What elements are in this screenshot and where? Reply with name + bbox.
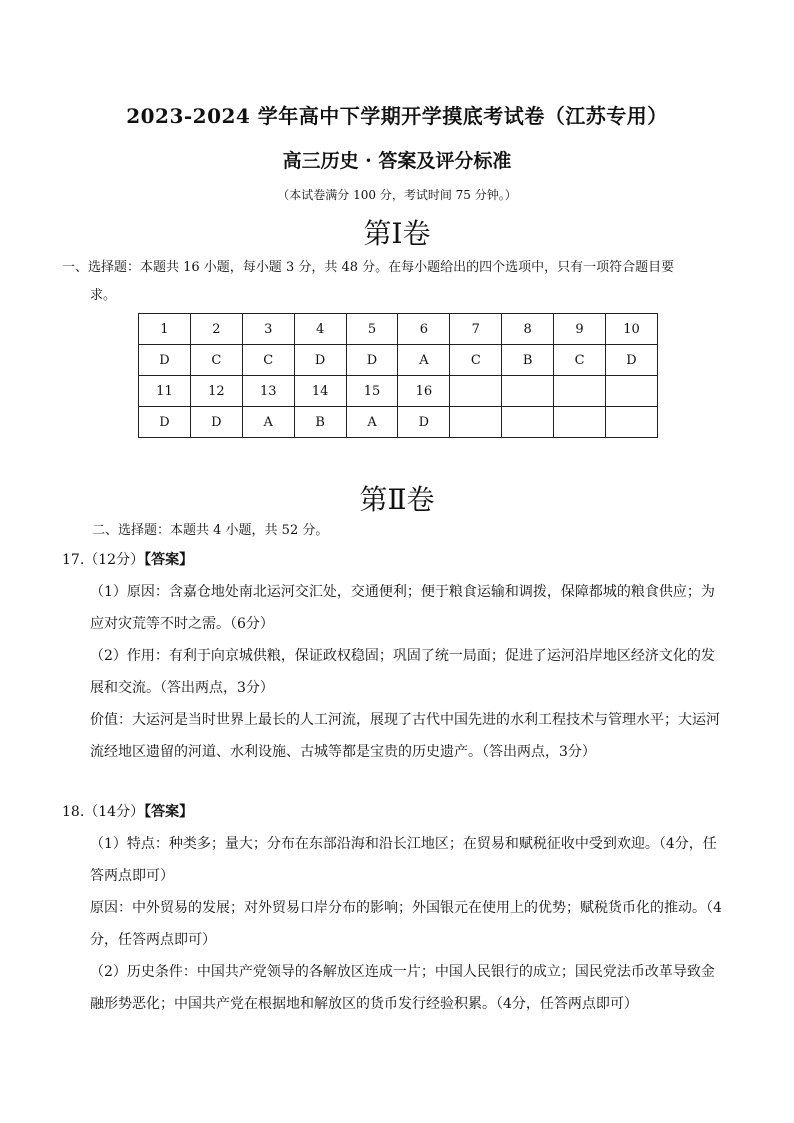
q18-score: （14分）	[84, 804, 145, 820]
table-cell: D	[398, 407, 450, 438]
table-cell	[554, 407, 606, 438]
table-cell: 16	[398, 376, 450, 407]
q17-line: 流经地区遗留的河道、水利设施、古城等都是宝贵的历史遗产。（答出两点，3分）	[90, 744, 596, 760]
table-cell: D	[606, 345, 658, 376]
q17-line: 价值：大运河是当时世界上最长的人工河流，展现了古代中国先进的水利工程技术与管理水平；大运河	[90, 712, 720, 728]
table-cell: D	[294, 345, 346, 376]
table-cell	[606, 407, 658, 438]
q17-answer-label: 【答案】	[144, 552, 194, 568]
table-cell: 14	[294, 376, 346, 407]
q18-line: 原因：中外贸易的发展；对外贸易口岸分布的影响；外国银元在使用上的优势；赋税货币化的推动。（4	[90, 900, 722, 916]
table-cell	[554, 376, 606, 407]
document-title: 2023-2024 学年高中下学期开学摸底考试卷（江苏专用）	[126, 104, 668, 128]
table-cell: C	[242, 345, 294, 376]
q17-score: （12分）	[84, 552, 145, 568]
table-cell: C	[554, 345, 606, 376]
q18-line: 融形势恶化；中国共产党在根据地和解放区的货币发行经验积累。（4分，任答两点即可）	[90, 996, 638, 1012]
q17-number: 17.	[62, 552, 85, 568]
q17-line: （2）作用：有利于向京城供粮，保证政权稳固；巩固了统一局面；促进了运河沿岸地区经济文化的发	[90, 648, 715, 664]
table-cell: B	[294, 407, 346, 438]
q18-number: 18.	[62, 804, 85, 820]
q17-heading	[62, 549, 193, 569]
q17-line: 展和交流。（答出两点，3分）	[90, 680, 274, 696]
table-cell: 6	[398, 314, 450, 345]
q18-line: 分，任答两点即可）	[90, 932, 216, 948]
table-cell	[606, 376, 658, 407]
table-cell: 11	[139, 376, 191, 407]
part1-intro-line2: 求。	[90, 288, 117, 303]
table-cell: 3	[242, 314, 294, 345]
table-cell	[502, 407, 554, 438]
table-cell: 12	[190, 376, 242, 407]
table-cell: 4	[294, 314, 346, 345]
part1-title: 第Ⅰ卷	[363, 217, 431, 250]
table-cell: 5	[346, 314, 398, 345]
table-cell: 13	[242, 376, 294, 407]
table-cell: D	[346, 345, 398, 376]
table-cell: D	[139, 345, 191, 376]
q18-line: （1）特点：种类多；量大；分布在东部沿海和沿长江地区；在贸易和赋税征收中受到欢迎。（4分，任	[90, 836, 717, 852]
table-cell: B	[502, 345, 554, 376]
question-number-row	[139, 376, 658, 407]
table-cell: C	[190, 345, 242, 376]
table-cell: A	[398, 345, 450, 376]
table-cell: 15	[346, 376, 398, 407]
question-number-row	[139, 314, 658, 345]
table-cell: 1	[139, 314, 191, 345]
table-cell: D	[139, 407, 191, 438]
part2-title: 第Ⅱ卷	[359, 483, 435, 516]
q18-heading	[62, 801, 193, 821]
table-cell	[502, 376, 554, 407]
table-cell: 8	[502, 314, 554, 345]
document-subtitle: 高三历史 · 答案及评分标准	[282, 150, 512, 172]
answer-row	[139, 407, 658, 438]
table-cell: D	[190, 407, 242, 438]
q18-line: 答两点即可）	[90, 868, 174, 884]
q18-line: （2）历史条件：中国共产党领导的各解放区连成一片；中国人民银行的成立；国民党法币改革导致金	[90, 964, 715, 980]
q17-line: （1）原因：含嘉仓地处南北运河交汇处，交通便利；便于粮食运输和调拨，保障都城的粮食供应；为	[90, 584, 715, 600]
table-cell	[450, 376, 502, 407]
table-cell: A	[242, 407, 294, 438]
table-cell: C	[450, 345, 502, 376]
part2-intro: 二、选择题：本题共 4 小题，共 52 分。	[92, 523, 329, 538]
q18-answer-label: 【答案】	[144, 804, 194, 820]
table-cell: 7	[450, 314, 502, 345]
answer-row	[139, 345, 658, 376]
table-cell: 9	[554, 314, 606, 345]
answer-table	[138, 313, 658, 438]
exam-note: （本试卷满分 100 分，考试时间 75 分钟。）	[277, 188, 517, 202]
table-cell: A	[346, 407, 398, 438]
table-cell: 2	[190, 314, 242, 345]
part1-intro-line1: 一、选择题：本题共 16 小题，每小题 3 分，共 48 分。在每小题给出的四个选项中，只有一项符合题目要	[62, 260, 675, 275]
q17-line: 应对灾荒等不时之需。（6分）	[90, 616, 274, 632]
table-cell	[450, 407, 502, 438]
table-cell: 10	[606, 314, 658, 345]
